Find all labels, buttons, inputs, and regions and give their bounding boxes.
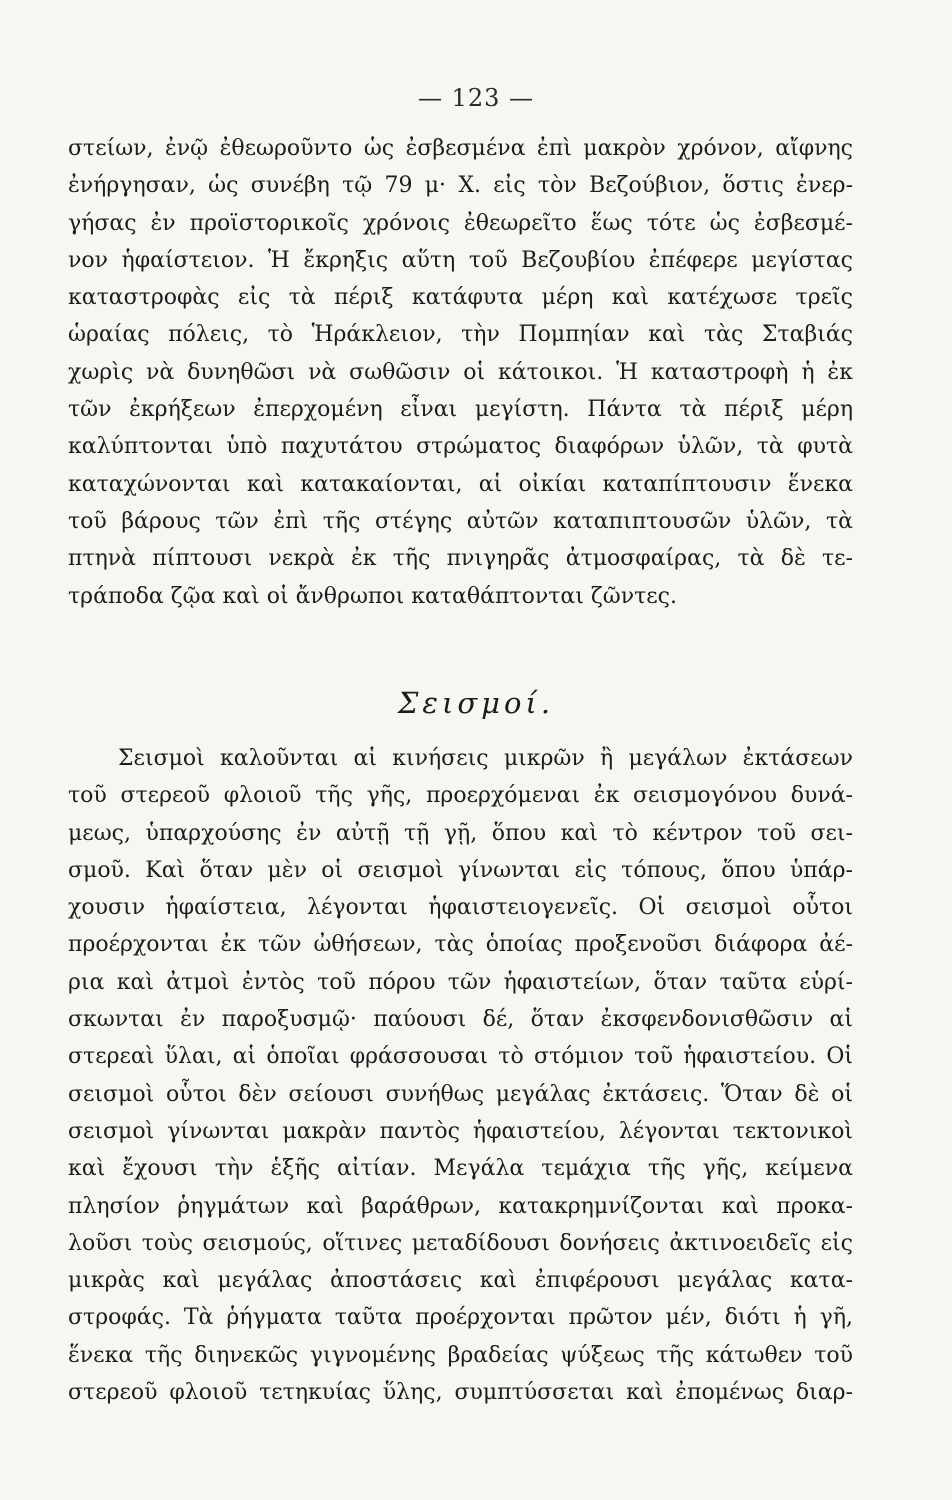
text-line: καλύπτονται ὑπὸ παχυτάτου στρώματος διαφόρων ὑλῶν, τὰ φυτὰ [68,434,853,460]
text-line: μεως, ὑπαρχούσης ἐν αὐτῇ τῇ γῇ, ὅπου καὶ τὸ κέντρον τοῦ σει- [68,820,853,846]
text-line: τῶν ἐκρήξεων ἐπερχομένη εἶναι μεγίστη. Πάντα τὰ πέριξ μέρη [68,397,853,423]
text-line: στερεαὶ ὕλαι, αἱ ὁποῖαι φράσσουσαι τὸ στόμιον τοῦ ἡφαιστείου. Οἱ [68,1044,853,1070]
text-line: τράποδα ζῷα καὶ οἱ ἄνθρωποι καταθάπτονται ζῶντες. [68,583,677,609]
text-line: σεισμοὶ γίνωνται μακρὰν παντὸς ἡφαιστείου, λέγονται τεκτονικοὶ [68,1118,853,1144]
text-line: στερεοῦ φλοιοῦ τετηκυίας ὕλης, συμπτύσσεται καὶ ἐπομένως διαρ- [68,1380,853,1406]
text-line: χουσιν ἡφαίστεια, λέγονται ἡφαιστειογενεῖς. Οἱ σεισμοὶ οὗτοι [68,895,853,921]
section-heading: Σεισμοί. [397,686,555,720]
text-line: σμοῦ. Καὶ ὅταν μὲν οἱ σεισμοὶ γίνωνται εἰς τόπους, ὅπου ὑπάρ- [68,857,853,883]
text-line: ρια καὶ ἀτμοὶ ἐντὸς τοῦ πόρου τῶν ἡφαιστείων, ὅταν ταῦτα εὑρί- [68,969,853,995]
text-line: μικρὰς καὶ μεγάλας ἀποστάσεις καὶ ἐπιφέρουσι μεγάλας κατα- [68,1268,853,1294]
text-line: πλησίον ῥηγμάτων καὶ βαράθρων, κατακρημνίζονται καὶ προκα- [68,1193,853,1219]
text-line: τοῦ βάρους τῶν ἐπὶ τῆς στέγης αὐτῶν καταπιπτουσῶν ὑλῶν, τὰ [68,508,853,534]
page-number: — 123 — [417,84,535,112]
text-line: τοῦ στερεοῦ φλοιοῦ τῆς γῆς, προερχόμεναι ἐκ σεισμογόνου δυνά- [68,783,853,809]
text-line: καὶ ἔχουσι τὴν ἑξῆς αἰτίαν. Μεγάλα τεμάχια τῆς γῆς, κείμενα [68,1156,853,1182]
text-line: ὡραίας πόλεις, τὸ Ἡράκλειον, τὴν Πομπηίαν καὶ τὰς Σταβιάς [68,322,853,348]
text-line: στροφάς. Τὰ ῥήγματα ταῦτα προέρχονται πρῶτον μέν, διότι ἡ γῆ, [68,1305,853,1331]
text-line: νον ἡφαίστειον. Ἡ ἔκρηξις αὕτη τοῦ Βεζουβίου ἐπέφερε μεγίστας [68,247,853,273]
text-line: στείων, ἐνῷ ἐθεωροῦντο ὡς ἐσβεσμένα ἐπὶ μακρὸν χρόνον, αἴφνης [68,136,853,161]
text-line: Σεισμοὶ καλοῦνται αἱ κινήσεις μικρῶν ἢ μεγάλων ἐκτάσεων [118,746,853,771]
text-line: καταστροφὰς εἰς τὰ πέριξ κατάφυτα μέρη καὶ κατέχωσε τρεῖς [68,285,853,311]
paragraph-earthquakes [68,740,853,1411]
text-line: χωρὶς νὰ δυνηθῶσι νὰ σωθῶσιν οἱ κάτοικοι. Ἡ καταστροφὴ ἡ ἐκ [68,359,853,385]
paragraph-volcanoes [68,130,853,615]
text-line: προέρχονται ἐκ τῶν ὠθήσεων, τὰς ὁποίας προξενοῦσι διάφορα ἀέ- [68,932,853,958]
text-line: ἕνεκα τῆς διηνεκῶς γιγνομένης βραδείας ψύξεως τῆς κάτωθεν τοῦ [68,1342,853,1368]
text-line: σκωνται ἐν παροξυσμῷ· παύουσι δέ, ὅταν ἐκσφενδονισθῶσιν αἱ [68,1007,853,1033]
text-line: λοῦσι τοὺς σεισμούς, οἵτινες μεταδίδουσι δονήσεις ἀκτινοειδεῖς εἰς [68,1230,853,1256]
text-line: γήσας ἐν προϊστορικοῖς χρόνοις ἐθεωρεῖτο ἕως τότε ὡς ἐσβεσμέ- [68,210,853,236]
text-line: ἐνήργησαν, ὡς συνέβη τῷ 79 μ· Χ. εἰς τὸν Βεζούβιον, ὅστις ἐνερ- [68,173,853,199]
text-line: καταχώνονται καὶ κατακαίονται, αἱ οἰκίαι καταπίπτουσιν ἕνεκα [68,471,853,497]
text-line: σεισμοὶ οὗτοι δὲν σείουσι συνήθως μεγάλας ἐκτάσεις. Ὅταν δὲ οἱ [68,1081,853,1107]
text-line: πτηνὰ πίπτουσι νεκρὰ ἐκ τῆς πνιγηρᾶς ἀτμοσφαίρας, τὰ δὲ τε- [68,546,853,572]
